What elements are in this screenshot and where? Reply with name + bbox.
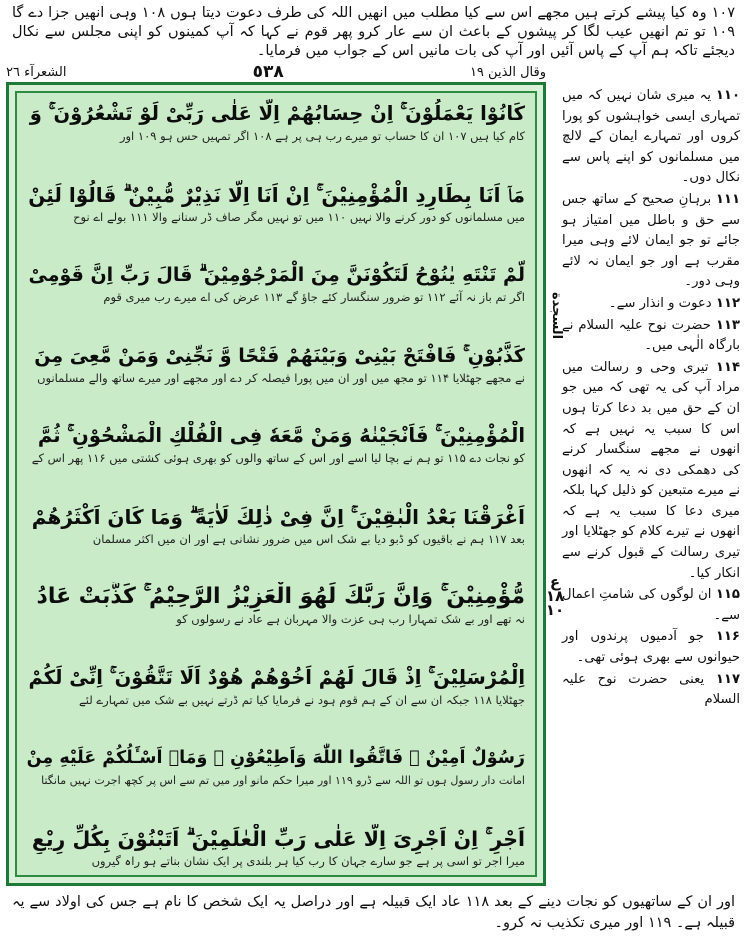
arabic-line: كَذَّبُوْنِ ۚ فَافْتَحْ بَيْنِىْ وَبَيْنَهُمْ فَتْحًا وَّ نَجِّنِىْ وَمَنْ مَّعِىَ مِنَ (34, 344, 525, 367)
side-note (562, 585, 740, 626)
verse-line (27, 260, 525, 305)
top-commentary: ۱۰۷ وہ کیا پیشے کرتے ہیں مجھے اس سے کیا مطلب میں انھیں اللہ کی طرف دعوت دیتا ہوں ۱۰۸ وہی انھیں جزا دے گا ۱۰۹ تو تم انھیں عیب لگا کر پیشوں کے باعث ان سے عار کرو پھر قوم نے کہا کہ آپ کمینوں کو اپنی مجلس سے نکال دیجئے تاکہ ہم آپ کے پاس آئیں اور آپ کی بات مانیں اس کے جواب میں فرمایا۔ (12, 5, 735, 59)
side-note (562, 190, 740, 293)
translation-line: بعد ۱۱۷ ہم نے باقیوں کو ڈبو دیا بے شک اس میں ضرور نشانی ہے اور ان میں اکثر مسلمان (92, 531, 525, 546)
translation-line: کام کیا ہیں ۱۰۷ ان کا حساب تو میرے رب ہی پر ہے ۱۰۸ اگر تمہیں حس ہو ۱۰۹ اور (119, 129, 525, 143)
arabic-line: اَغْرَقْنَا بَعْدُ الْبٰقِيْنَ ۚ اِنَّ فِىْ ذٰلِكَ لَاٰيَةً ۗ وَمَا كَانَ اَكْثَرُهُمْ (31, 504, 525, 529)
verse-line (27, 824, 525, 869)
translation-line: میں مسلمانوں کو دور کرنے والا نہیں ۱۱۰ میں تو نہیں مگر صاف ڈر سنانے والا ۱۱۱ بولے اے نوح (73, 209, 525, 224)
note-number: ۱۱۷ (715, 671, 740, 687)
note-text: یعنی حضرت نوح علیہ السلام (562, 671, 740, 708)
note-text: جو آدمیوں پرندوں اور حیوانوں سے بھری ہوئی تھی۔ (562, 629, 740, 666)
side-commentary (562, 86, 740, 712)
translation-line: میرا اجر تو اسی پر ہے جو سارے جہان کا رب کیا ہر بلندی پر ایک نشان بناتے ہو راہ گیروں (91, 853, 525, 868)
ruku-marker: ع ١٨ ١٠ (545, 573, 565, 619)
arabic-line: اِلْمُرْسَلِيْنَ ۚ اِذْ قَالَ لَهُمْ اَخُوْهُمْ هُوْدٌ اَلَا تَتَّقُوْنَ ۚ اِنِّىْ لَكُمْ (28, 665, 525, 689)
arabic-line: لَّمْ تَنْتَهِ يٰنُوْحُ لَتَكُوْنَنَّ مِنَ الْمَرْجُوْمِيْنَ ۗ قَالَ رَبِّ اِنَّ قَوْمِىْ (28, 264, 525, 287)
bottom-commentary: اور ان کے ساتھیوں کو نجات دینے کے بعد ۱۱۸ عاد ایک قبیلہ ہے اور دراصل یہ ایک شخص کا نام ہے جس کی اولاد سے یہ قبیلہ ہے۔ ۱۱۹ اور میری تکذیب نہ کرو۔ (12, 894, 735, 931)
arabic-line: اَجْرٍ ۚ اِنْ اَجْرِىَ اِلَّا عَلٰى رَبِّ الْعٰلَمِيْنَ ۗ اَتَبْنُوْنَ بِكُلِّ رِيْعٍ (31, 826, 525, 851)
verse-line (27, 341, 525, 386)
arabic-line: مُّؤْمِنِيْنَ ۚ وَاِنَّ رَبَّكَ لَهُوَ الْعَزِيْزُ الرَّحِيْمُ ۚ كَذَّبَتْ عَادُ (36, 584, 525, 610)
translation-line: نہ تھے اور بے شک تمہارا رب ہی عزت والا مہربان ہے عاد نے رسولوں کو (176, 612, 525, 627)
quran-text-frame (6, 82, 546, 886)
note-text: ان لوگوں کی شامتِ اعمال سے۔ (562, 587, 740, 623)
note-text: یہ میری شان نہیں کہ میں تمہاری ایسی خواہشوں کو پورا کروں اور تمہارے ایمان کے لالچ میں مسلمانوں کو اپنے پاس سے نکال دوں۔ (562, 88, 740, 186)
note-number: ۱۱۲ (715, 295, 740, 311)
note-text: تیری وحی و رسالت میں مراد آپ کی یہ تھی کہ میں جو ان کے حق میں بد دعا کرتا ہوں اس کا سبب یہ نہیں ہے کہ انھوں نے مجھے سنگسار کرنے کی دھمکی دی نہ یہ کہ انھوں نے میرے متبعین کو ذلیل کہا بلکہ میری دعا کا سبب یہ ہے کہ انھوں نے تیرے کلام کو جھٹلایا اور تیری رسالت کے قبول کرنے سے انکار کیا۔ (562, 359, 740, 581)
surah-title: الشعرآء ٢٦ (6, 64, 67, 80)
verse-line (27, 502, 525, 547)
side-note (562, 670, 740, 711)
note-number: ۱۱۳ (715, 317, 740, 333)
note-number: ۱۱۴ (715, 359, 740, 375)
verse-line (27, 180, 525, 225)
page-header (6, 62, 546, 82)
note-number: ۱۱۶ (715, 629, 740, 645)
note-text: دعوت و انذار سے۔ (608, 295, 712, 311)
translation-line: امانت دار رسول ہوں تو اللہ سے ڈرو ۱۱۹ اور میرا حکم مانو اور میں تم سے اس پر کچھ اجرت نہیں مانگتا (41, 774, 525, 788)
arabic-line: رَسُوْلٌ اَمِيْنٌ ۚ فَاتَّقُوا اللّٰهَ وَاَطِيْعُوْنِ ۚ وَمَاۤ اَسْـَٔلُكُمْ عَلَيْهِ مِنْ (27, 748, 525, 769)
translation-line: کو نجات دے ۱۱۵ تو ہم نے بچا لیا اسے اور اس کے ساتھ والوں کو بھری ہوئی کشتی میں ۱۱۶ پھر اس کے (31, 451, 525, 466)
note-number: ۱۱۵ (715, 587, 740, 603)
verse-line (27, 421, 525, 466)
side-note (562, 294, 740, 315)
side-note (562, 358, 740, 585)
side-note (562, 86, 740, 189)
side-note (562, 316, 740, 357)
juz-title: وقال الذين ١٩ (469, 64, 546, 80)
verse-panel (15, 91, 537, 877)
note-number: ۱۱۱ (715, 191, 740, 207)
page-number: ٥٣٨ (252, 62, 284, 82)
arabic-line: كَانُوْا يَعْمَلُوْنَ ۚ اِنْ حِسَابُهُمْ اِلَّا عَلٰى رَبِّىْ لَوْ تَشْعُرُوْنَ ۚ وَ (29, 102, 525, 125)
verse-line (27, 99, 525, 144)
translation-line: نے مجھے جھٹلایا ۱۱۴ تو مجھ میں اور ان میں پورا فیصلہ کر دے اور مجھے اور میرے ساتھ والے مسلمانوں (37, 370, 525, 385)
arabic-line: الْمُؤْمِنِيْنَ ۚ فَاَنْجَيْنٰهُ وَمَنْ مَّعَهٗ فِى الْفُلْكِ الْمَشْحُوْنِ ۚ ثُمَّ (37, 424, 525, 448)
verse-line (27, 663, 525, 708)
note-number: ۱۱۰ (715, 88, 740, 103)
side-note (562, 627, 740, 668)
verse-line (27, 743, 525, 788)
note-text: حضرت نوح علیہ السلام نے بارگاہ الٰہی میں۔ (562, 317, 740, 354)
note-text: برہانِ صحیح کے ساتھ جس سے حق و باطل میں امتیاز ہو جائے تو جو ایمان لائے وہی میرا مقرب ہے اور جو ایمان نہ لائے وہی دور۔ (562, 191, 740, 290)
arabic-line: مَاۤ اَنَا بِطَارِدِ الْمُؤْمِنِيْنَ ۚ اِنْ اَنَا اِلَّا نَذِيْرٌ مُّبِيْنٌ ۗ قَالُوْا لَئِنْ (28, 182, 525, 207)
translation-line: اگر تم باز نہ آئے ۱۱۲ تو ضرور سنگسار کئے جاؤ گے ۱۱۳ عرض کی اے میرے رب میری قوم (103, 290, 525, 305)
sajda-marker: السجدة (549, 292, 564, 340)
translation-line: جھٹلایا ۱۱۸ جبکہ ان سے ان کے ہم قوم ہود نے فرمایا کیا تم ڈرتے نہیں بے شک میں تمہارے لئے (79, 692, 525, 707)
verse-line (27, 582, 525, 627)
